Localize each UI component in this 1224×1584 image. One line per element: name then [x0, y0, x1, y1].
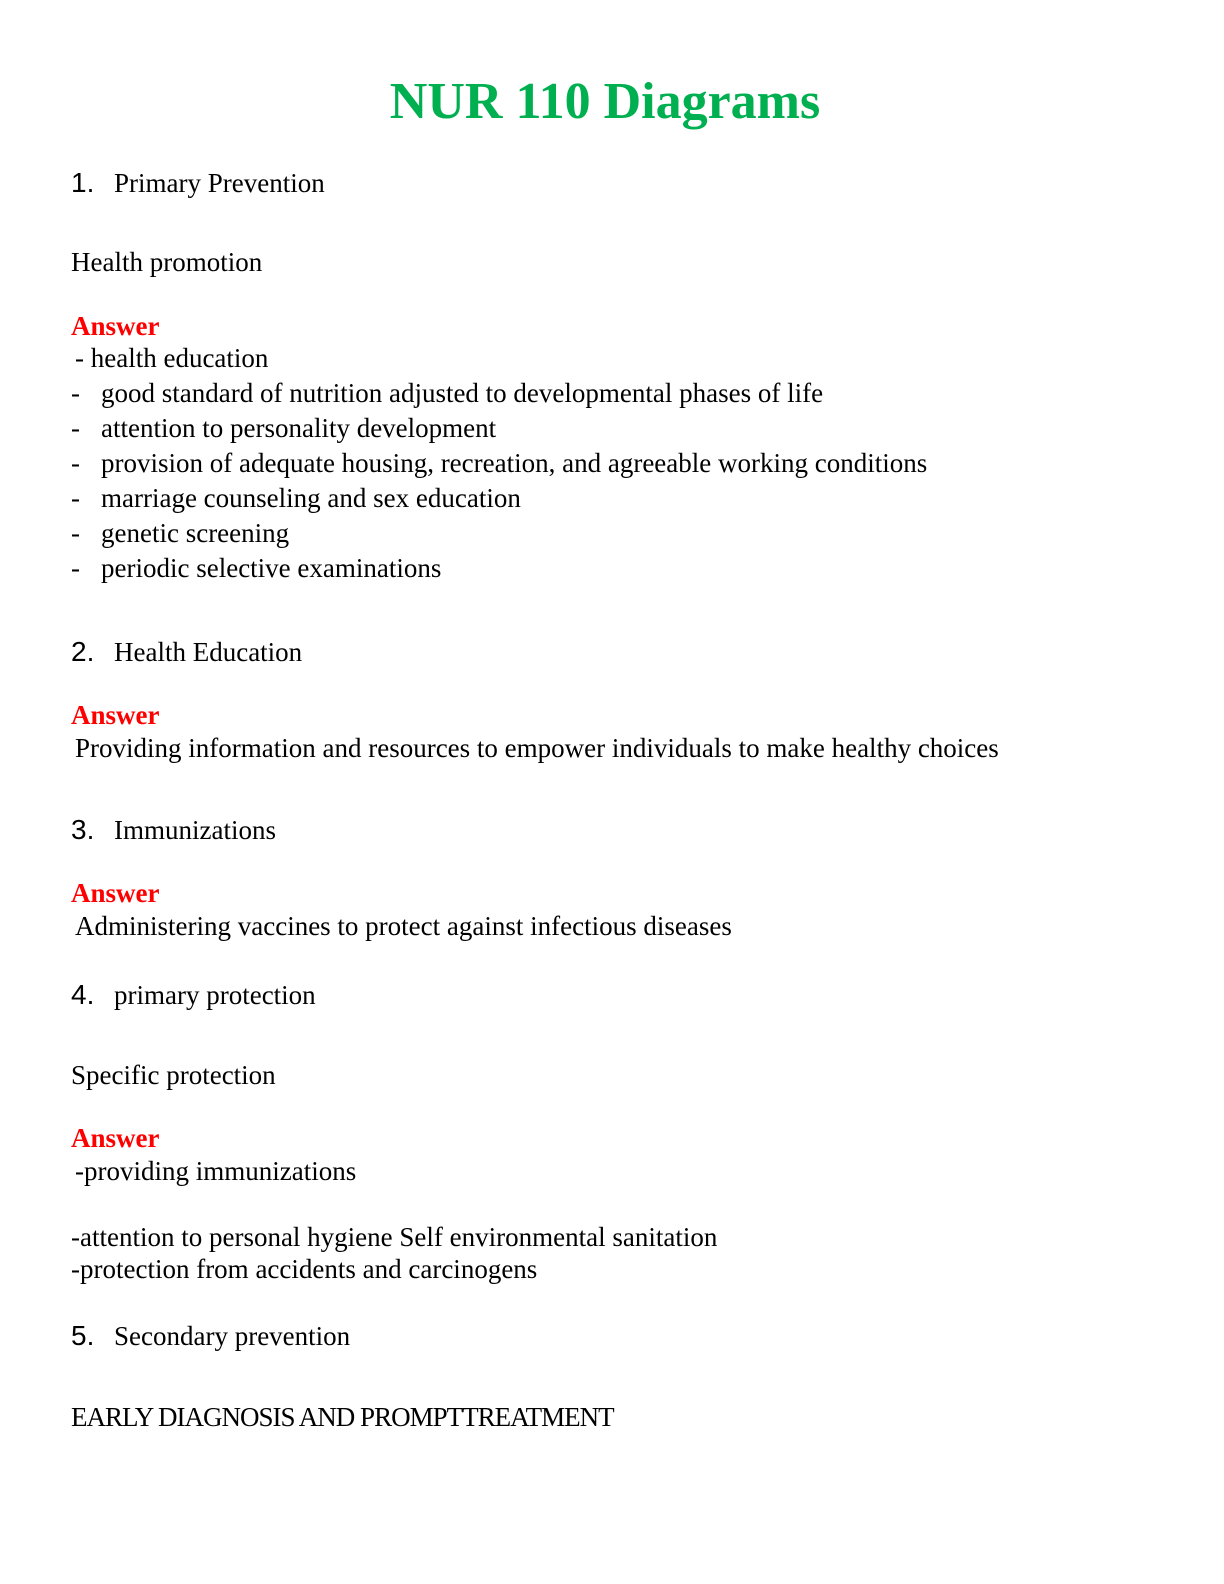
bullet-item: good standard of nutrition adjusted to developmental phases of life: [101, 378, 824, 408]
item-heading: Primary Prevention: [114, 168, 325, 198]
answer-text: Providing information and resources to empower individuals to make healthy choices: [75, 733, 999, 763]
item-number: 3.: [71, 814, 95, 845]
answer-label: Answer: [71, 878, 160, 908]
item-number: 1.: [71, 167, 95, 198]
item-heading: Immunizations: [114, 815, 276, 845]
item-subheading: Specific protection: [71, 1060, 276, 1090]
item-number: 4.: [71, 979, 95, 1010]
answer-label: Answer: [71, 1123, 160, 1153]
answer-text: -protection from accidents and carcinogens: [71, 1254, 538, 1284]
document-title: NUR 110 Diagrams: [389, 73, 821, 130]
bullet-item: marriage counseling and sex education: [101, 483, 521, 513]
bullet-item: provision of adequate housing, recreation, and agreeable working conditions: [101, 448, 928, 478]
answer-label: Answer: [71, 311, 160, 341]
item-subheading: Health promotion: [71, 247, 263, 277]
bullet-marker: -: [71, 483, 80, 513]
bullet-item: periodic selective examinations: [101, 553, 442, 583]
item-number: 2.: [71, 636, 95, 667]
bullet-marker: -: [71, 448, 80, 478]
bullet-marker: -: [71, 518, 80, 548]
answer-text: -attention to personal hygiene Self environmental sanitation: [71, 1222, 718, 1252]
answer-text: -providing immunizations: [75, 1156, 357, 1186]
answer-label: Answer: [71, 700, 160, 730]
item-heading: primary protection: [114, 980, 316, 1010]
item-number: 5.: [71, 1320, 95, 1351]
item-subheading: EARLY DIAGNOSIS AND PROMPTTREATMENT: [71, 1402, 614, 1432]
item-heading: Secondary prevention: [114, 1321, 351, 1351]
bullet-item: attention to personality development: [101, 413, 497, 443]
answer-text: - health education: [75, 343, 269, 373]
bullet-marker: -: [71, 378, 80, 408]
bullet-marker: -: [71, 553, 80, 583]
bullet-item: genetic screening: [101, 518, 290, 548]
bullet-marker: -: [71, 413, 80, 443]
answer-text: Administering vaccines to protect against infectious diseases: [75, 911, 732, 941]
item-heading: Health Education: [114, 637, 303, 667]
